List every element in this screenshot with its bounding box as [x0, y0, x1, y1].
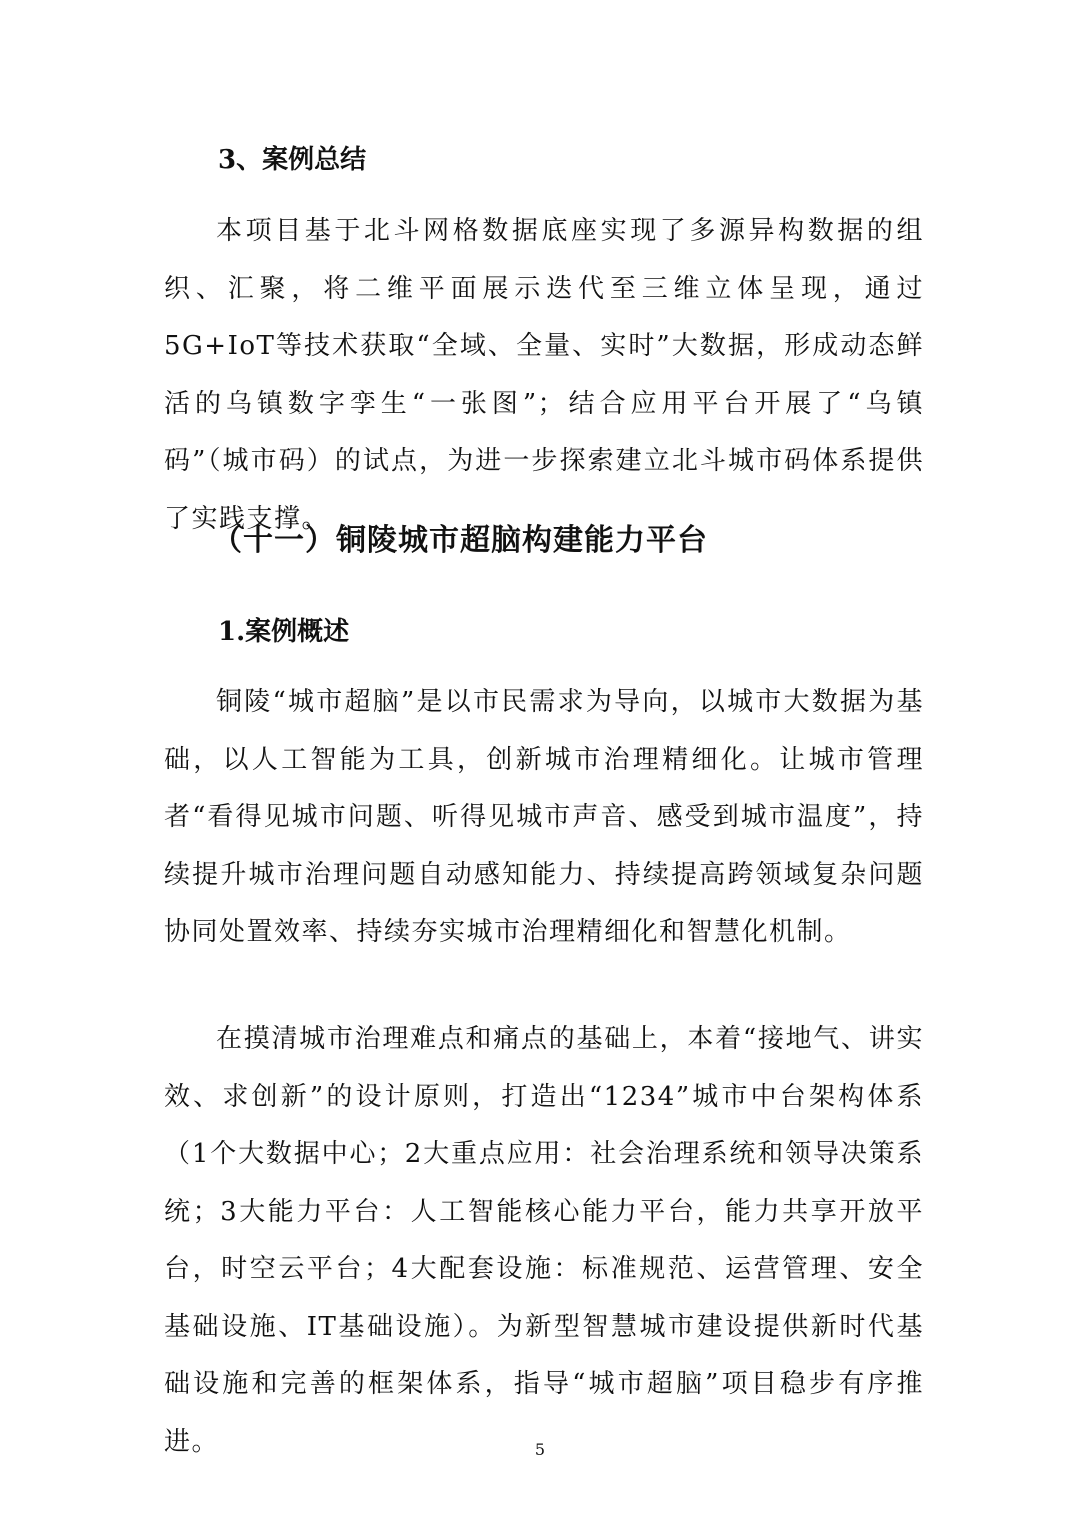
case-summary-paragraph: 本项目基于北斗网格数据底座实现了多源异构数据的组织、汇聚，将二维平面展示迭代至三维立体呈现，通过5G+IoT等技术获取“全域、全量、实时”大数据，形成动态鲜活的乌镇数字孪生“一张图”；结合应用平台开展了“乌镇码”（城市码）的试点，为进一步探索建立北斗城市码体系提供了实践支撑。 [164, 216, 924, 534]
case-section-heading: （十一）铜陵城市超脑构建能力平台 [212, 523, 708, 558]
case-overview-paragraph-2: 在摸清城市治理难点和痛点的基础上，本着“接地气、讲实效、求创新”的设计原则，打造出“1234”城市中台架构体系（1个大数据中心；2大重点应用：社会治理系统和领导决策系统；3大能力平台：人工智能核心能力平台，能力共享开放平台，时空云平台；4大配套设施：标准规范、运营管理、安全基础设施、IT基础设施）。为新型智慧城市建设提供新时代基础设施和完善的框架体系，指导“城市超脑”项目稳步有序推进。 [164, 1024, 924, 1457]
case-overview-heading: 1.案例概述 [218, 617, 350, 647]
page-number: 5 [534, 1440, 546, 1459]
case-summary-heading: 3、案例总结 [218, 145, 367, 175]
case-overview-paragraph-1: 铜陵“城市超脑”是以市民需求为导向，以城市大数据为基础，以人工智能为工具，创新城市治理精细化。让城市管理者“看得见城市问题、听得见城市声音、感受到城市温度”，持续提升城市治理问题自动感知能力、持续提高跨领域复杂问题协同处置效率、持续夯实城市治理精细化和智慧化机制。 [164, 687, 924, 947]
